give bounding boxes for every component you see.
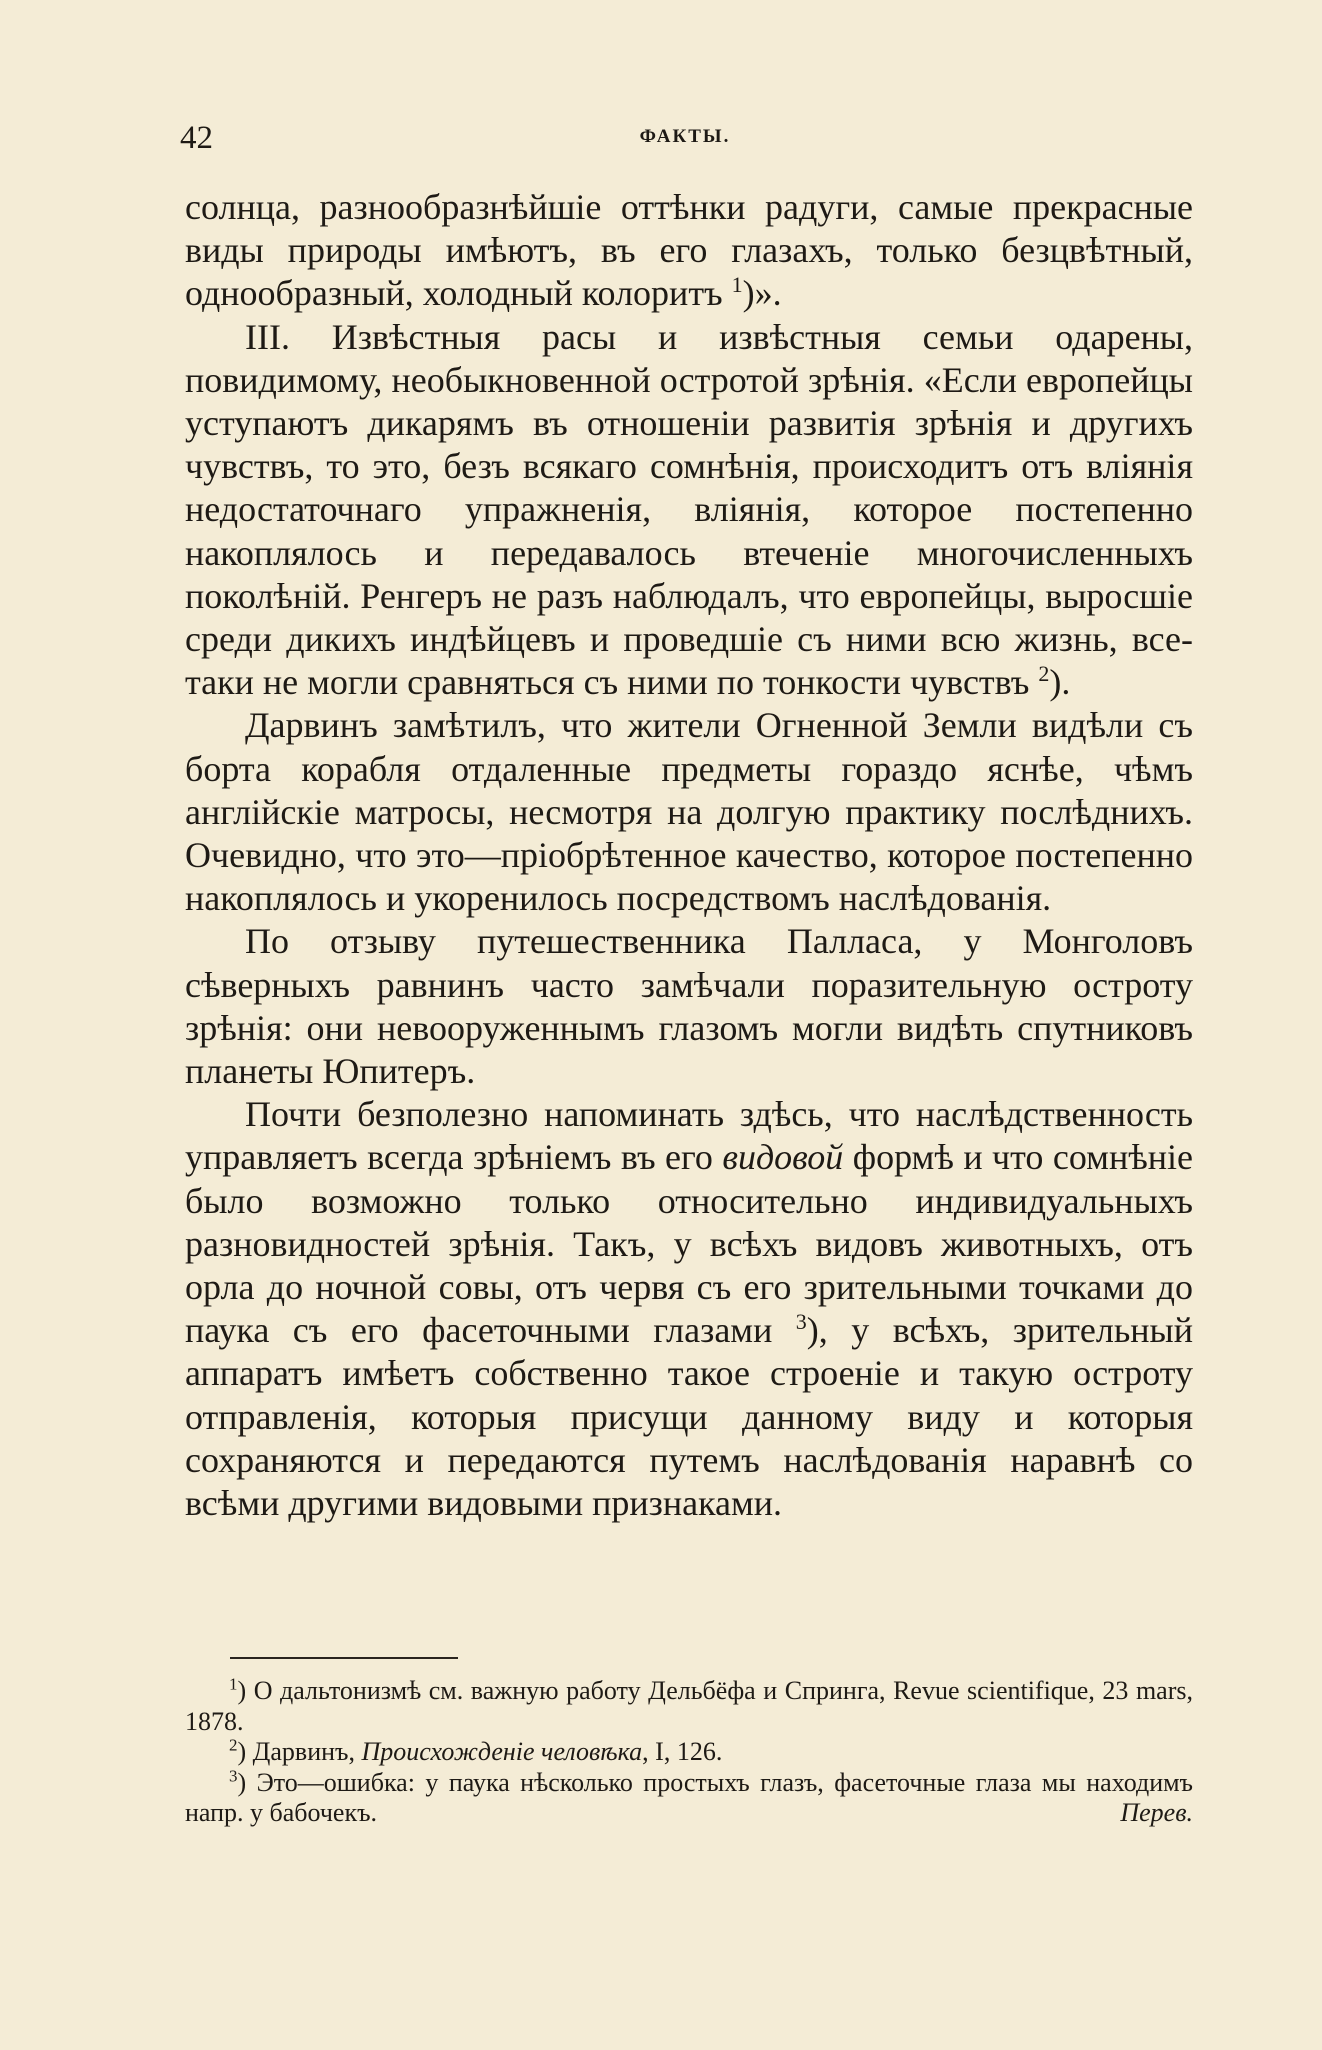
footnote-ref-2: 2: [1038, 661, 1050, 687]
paragraph-1-text: солнца, разнообразнѣйшіе оттѣнки радуги, самые прекрасные виды природы имѣютъ, въ его глазахъ, только безцвѣтный, однообразный, холодный колоритъ: [185, 187, 1193, 314]
footnote-2-italic: Происхожденіе человѣка: [361, 1737, 643, 1766]
footnote-1-mark: 1: [229, 1674, 238, 1694]
footnote-2-mark: 2: [229, 1735, 238, 1755]
paragraph-5-after: ), у всѣхъ, зрительный аппаратъ имѣетъ собственно такое строеніе и такую остроту отправленія, которыя присущи данному виду и которыя сохраняются и передаются путемъ наслѣдованія наравнѣ со всѣми другими видовыми признаками.: [185, 1310, 1193, 1524]
footnote-2: [185, 1737, 1193, 1768]
footnote-divider: [230, 1657, 458, 1659]
paragraph-4: По отзыву путешественника Палласа, у Монголовъ сѣверныхъ равнинъ часто замѣчали поразительную остроту зрѣнія: они невооруженнымъ глазомъ могли видѣть спутниковъ планеты Юпитеръ.: [185, 921, 1193, 1092]
page-header: [180, 118, 1190, 168]
paragraph-2: [185, 316, 1193, 705]
footnote-3-mark: 3: [229, 1765, 238, 1785]
page-number: 42: [180, 120, 213, 156]
paragraph-5-middle: формѣ и что сомнѣніе было возможно только относительно индивидуальныхъ разновидностей зрѣнія. Такъ, у всѣхъ видовъ животныхъ, отъ орла до ночной совы, отъ червя съ его зрительными точками до паука съ его фасеточными глазами: [185, 1137, 1193, 1351]
paragraph-5-before: Почти безполезно напоминать здѣсь, что наслѣдственность управляетъ всегда зрѣніемъ въ его: [185, 1094, 1193, 1178]
paragraph-2-tail: ).: [1049, 662, 1071, 703]
footnote-2-before: ) Дарвинъ,: [237, 1737, 362, 1766]
footnote-3: [185, 1765, 1193, 1829]
footnotes: [185, 1676, 1193, 1829]
footnote-1: [185, 1676, 1193, 1737]
footnote-3-text: ) Это—ошибка: у паука нѣсколько простыхъ глазъ, фасеточные глаза мы находимъ напр. у бабочекъ.: [185, 1767, 1193, 1827]
running-title: ФАКТЫ.: [639, 126, 731, 147]
paragraph-5: [185, 1093, 1193, 1525]
translator-note: Перев.: [1120, 1798, 1193, 1827]
footnote-ref-3: 3: [795, 1309, 807, 1335]
paragraph-1: [185, 186, 1193, 316]
footnote-1-text: ) О дальтонизмѣ см. важную работу Дельбёфа и Спринга, Revue scientifique, 23 mars, 1878.: [185, 1676, 1193, 1736]
paragraph-2-text: III. Извѣстныя расы и извѣстныя семьи одарены, повидимому, необыкновенной остротой зрѣнія. «Если европейцы уступаютъ дикарямъ въ отношеніи развитія зрѣнія и другихъ чувствъ, то это, безъ всякаго сомнѣнія, происходитъ отъ вліянія недостаточнаго упражненія, вліянія, которое постепенно накоплялось и передавалось втеченіе многочисленныхъ поколѣній. Ренгеръ не разъ наблюдалъ, что европейцы, выросшіе среди дикихъ индѣйцевъ и проведшіе съ ними всю жизнь, все-таки не могли сравняться съ ними по тонкости чувствъ: [185, 316, 1193, 703]
footnote-ref-1: 1: [731, 272, 743, 298]
footnote-2-after: , I, 126.: [642, 1737, 723, 1766]
paragraph-1-tail: )».: [742, 273, 782, 314]
paragraph-5-italic: видовой: [722, 1137, 844, 1178]
main-text: [185, 186, 1193, 1525]
paragraph-3: Дарвинъ замѣтилъ, что жители Огненной Земли видѣли съ борта корабля отдаленные предметы гораздо яснѣе, чѣмъ англійскіе матросы, несмотря на долгую практику послѣднихъ. Очевидно, что это—пріобрѣтенное качество, которое постепенно накоплялось и укоренилось посредствомъ наслѣдованія.: [185, 705, 1193, 919]
